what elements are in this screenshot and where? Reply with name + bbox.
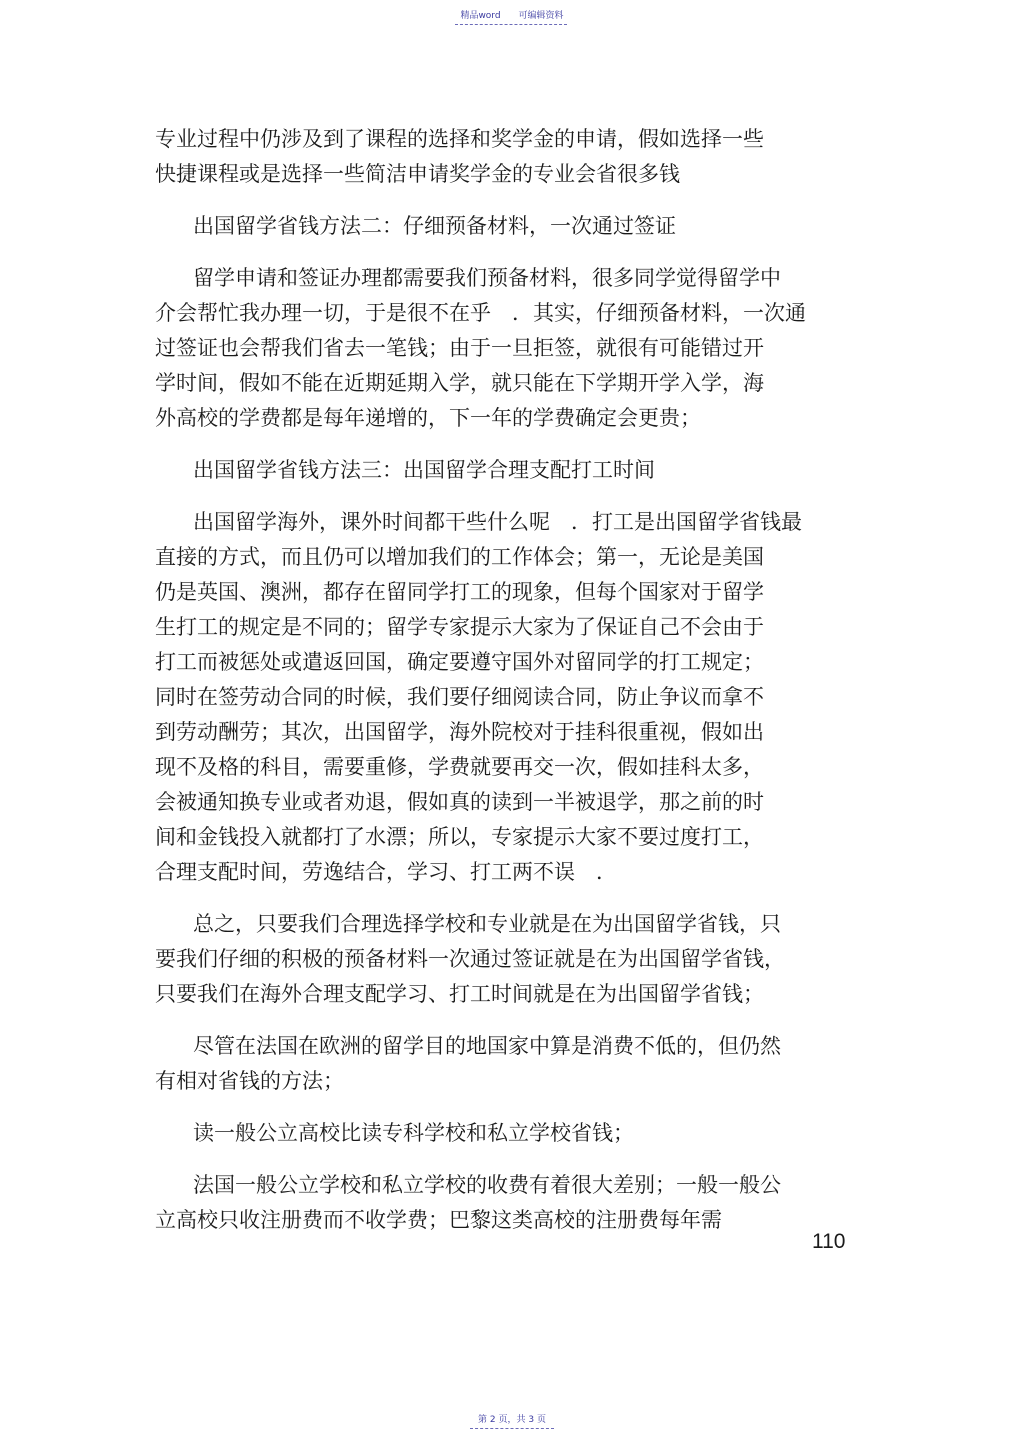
text-line: 现不及格的科目，需要重修，学费就要再交一次，假如挂科太多， [155,755,764,779]
text-line: 法国一般公立学校和私立学校的收费有着很大差别；一般一般公 [193,1173,781,1197]
paragraph-fees [155,1168,855,1238]
text-line: 有相对省钱的方法； [155,1069,344,1093]
text-line: 外高校的学费都是每年递增的，下一年的学费确定会更贵； [155,406,701,430]
page-number: 110 [812,1230,846,1253]
text-line: 总之，只要我们合理选择学校和专业就是在为出国留学省钱，只 [193,912,781,936]
paragraph-public-university [155,1116,855,1151]
text-line: 尽管在法国在欧洲的留学目的地国家中算是消费不低的，但仍然 [193,1034,781,1058]
footer-text: 第 2 页，共 3 页 [478,1415,546,1425]
paragraph-france [155,1029,855,1099]
text-line: 学时间，假如不能在近期延期入学，就只能在下学期开学入学，海 [155,371,764,395]
text-line: 只要我们在海外合理支配学习、打工时间就是在为出国留学省钱； [155,982,764,1006]
text-line: 出国留学省钱方法三：出国留学合理支配打工时间 [193,458,655,482]
text-line: 同时在签劳动合同的时候，我们要仔细阅读合同，防止争议而拿不 [155,685,764,709]
text-line: 间和金钱投入就都打了水漂；所以，专家提示大家不要过度打工， [155,825,764,849]
text-line: 要我们仔细的积极的预备材料一次通过签证就是在为出国留学省钱， [155,947,785,971]
text-line: 打工而被惩处或遣返回国，确定要遵守国外对留同学的打工规定； [155,650,764,674]
paragraph-3 [155,261,855,436]
section-heading-method-3 [155,453,855,488]
paragraph-1 [155,122,855,192]
text-line: 会被通知换专业或者劝退，假如真的读到一半被退学，那之前的时 [155,790,764,814]
paragraph-summary [155,907,855,1012]
paragraph-5 [155,505,855,890]
text-line: 仍是英国、澳洲，都存在留同学打工的现象，但每个国家对于留学 [155,580,764,604]
footer-divider [470,1428,554,1429]
text-line: 专业过程中仍涉及到了课程的选择和奖学金的申请，假如选择一些 [155,127,764,151]
text-line: 合理支配时间，劳逸结合，学习、打工两不误 ． [155,860,617,884]
text-line: 生打工的规定是不同的；留学专家提示大家为了保证自己不会由于 [155,615,764,639]
header-divider [455,24,567,25]
header-text: 精品word 可编辑资料 [460,11,564,21]
page-header [0,8,1024,21]
text-line: 过签证也会帮我们省去一笔钱；由于一旦拒签，就很有可能错过开 [155,336,764,360]
text-line: 介会帮忙我办理一切，于是很不在乎 ．其实，仔细预备材料，一次通 [155,301,806,325]
text-line: 读一般公立高校比读专科学校和私立学校省钱； [193,1121,634,1145]
text-line: 出国留学海外，课外时间都干些什么呢 ．打工是出国留学省钱最 [193,510,802,534]
text-line: 立高校只收注册费而不收学费；巴黎这类高校的注册费每年需 [155,1208,722,1232]
text-line: 出国留学省钱方法二：仔细预备材料，一次通过签证 [193,214,676,238]
text-line: 快捷课程或是选择一些简洁申请奖学金的专业会省很多钱 [155,162,680,186]
document-body [155,122,855,1255]
section-heading-method-2 [155,209,855,244]
text-line: 直接的方式，而且仍可以增加我们的工作体会；第一，无论是美国 [155,545,764,569]
text-line: 留学申请和签证办理都需要我们预备材料，很多同学觉得留学中 [193,266,781,290]
page-footer [0,1412,1024,1425]
text-line: 到劳动酬劳；其次，出国留学，海外院校对于挂科很重视，假如出 [155,720,764,744]
